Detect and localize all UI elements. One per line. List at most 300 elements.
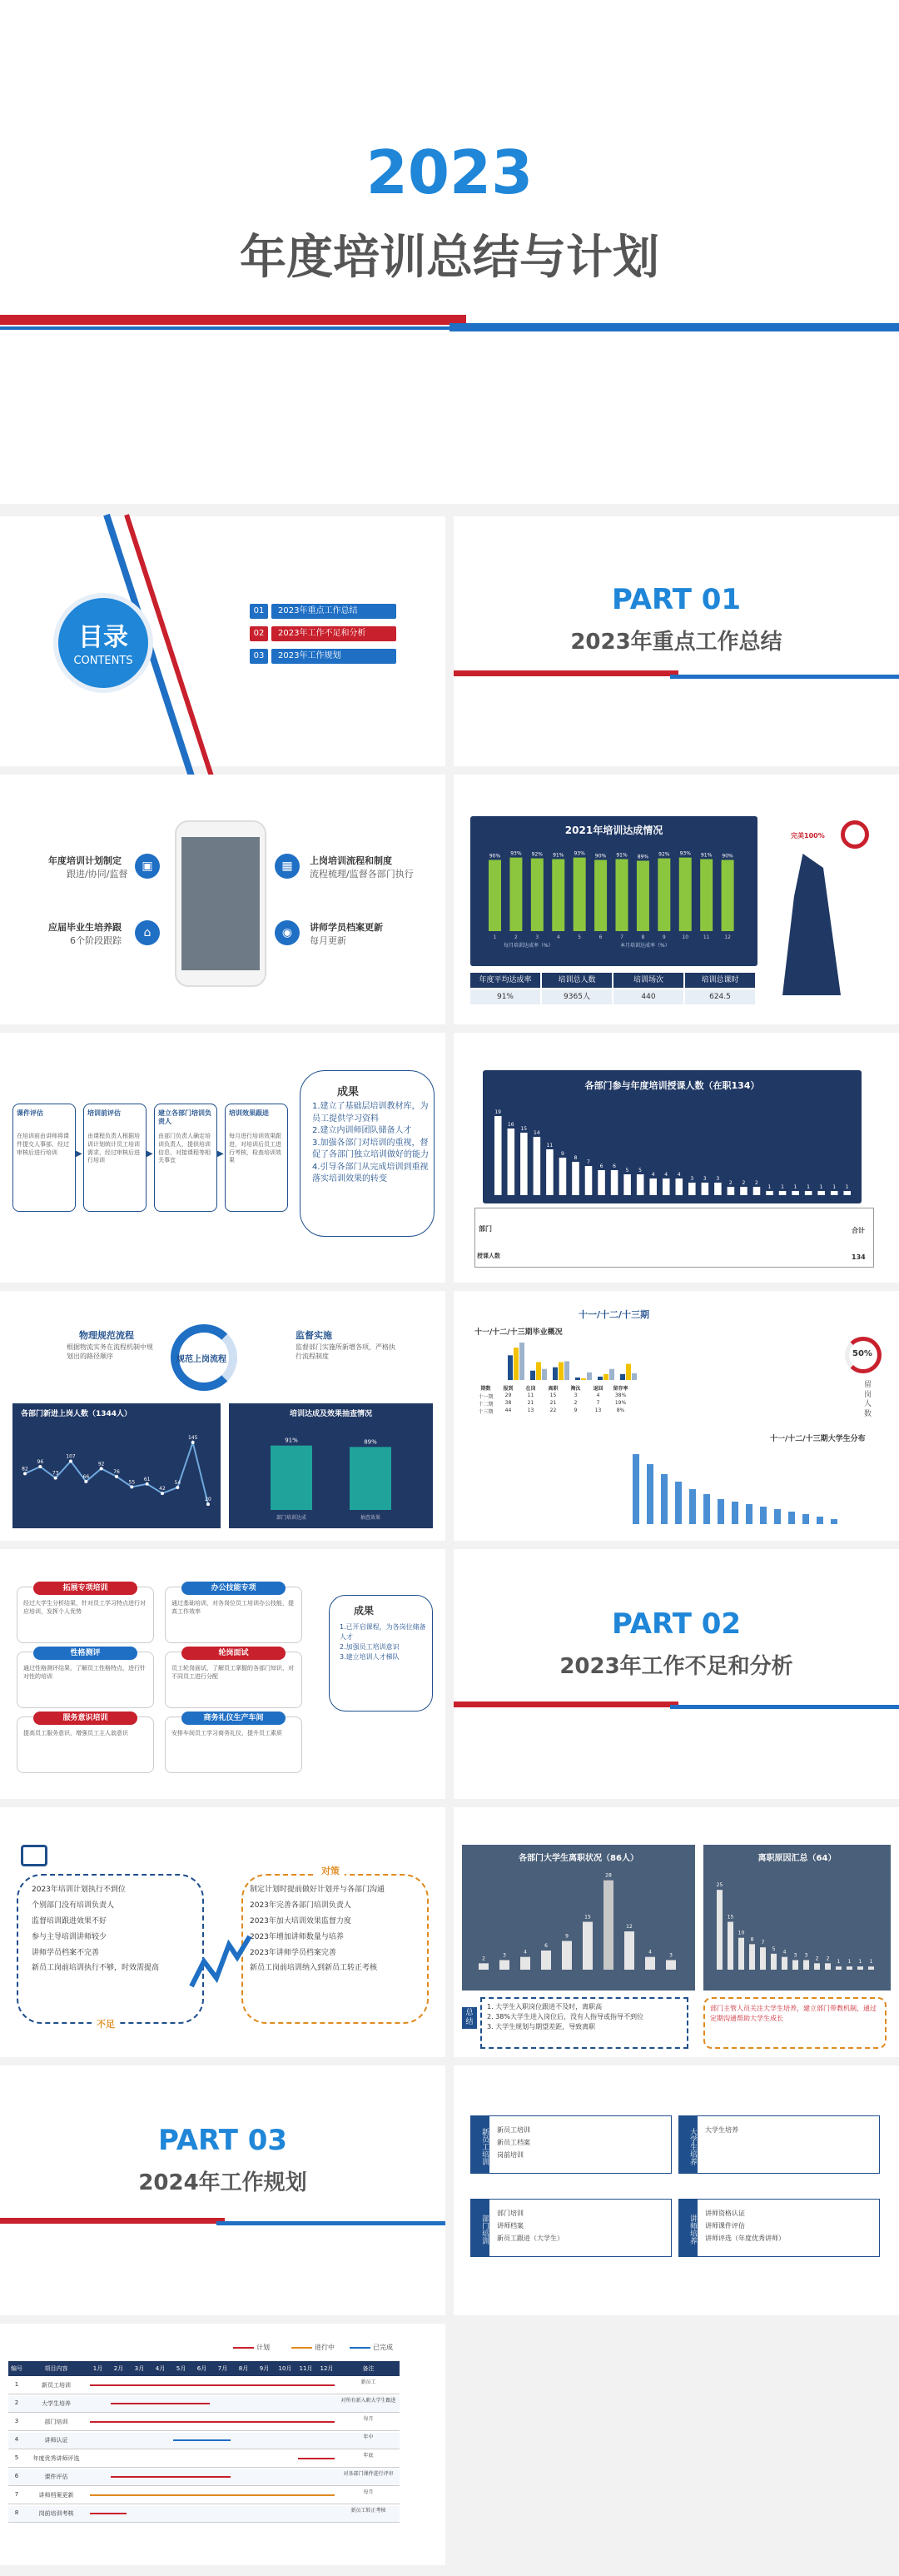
training-rate-category: 10 — [682, 934, 689, 940]
part2-label: PART 02 — [611, 1607, 742, 1641]
onboard-point-label: 55 — [128, 1479, 136, 1486]
work-item-1-sub: 跟进/协同/监督 — [67, 869, 128, 879]
cohort-bar — [530, 1371, 535, 1380]
part2-title: 2023年工作不足和分析 — [559, 1654, 793, 1679]
onboard-point-label: 76 — [113, 1468, 120, 1475]
summary-1: 1. 大学生入职岗位跟进不及时，离职高 — [487, 2003, 603, 2010]
cohort-bar — [542, 1369, 547, 1380]
special-result-text — [340, 1622, 427, 1662]
training-rate-legend-1: 每月培训达成率（%） — [504, 943, 554, 949]
good-list — [250, 1882, 425, 1976]
dept-bar — [520, 1133, 528, 1195]
reason-bar-label: 1 — [837, 1959, 841, 1966]
target-note: 完美100% — [791, 832, 825, 840]
schedule-num: 7 — [14, 2491, 19, 2498]
process-arrow-icon: ▶ — [217, 1149, 224, 1158]
dept-table — [474, 1208, 874, 1268]
process-result-4: 4.引导各部门从完成培训到重视落实培训效果的转变 — [312, 1162, 429, 1183]
cohort-head: 离职 — [548, 1386, 559, 1392]
onboard-point-label: 54 — [174, 1479, 181, 1486]
cohort-bar — [620, 1374, 625, 1380]
onboard-point — [176, 1486, 179, 1489]
toc-item-num-2[interactable]: 02 — [250, 626, 268, 641]
process-step-text: 在培训前由讲师将课件提交人事部，经过审核后进行培训 — [17, 1133, 69, 1156]
schedule-name: 讲师认证 — [44, 2437, 68, 2444]
plan-block-label: 大学生培养 — [678, 2115, 697, 2174]
process-result-3: 3.加强各部门对培训的重视，督促了各部门独立培训做好的能力 — [312, 1138, 429, 1159]
training-rate-value: 93% — [574, 850, 585, 857]
flow-right-title: 监督实施 — [296, 1330, 332, 1341]
turnover-chart1 — [470, 1866, 687, 1982]
good-item: 制定计划时提前做好计划并与各部门沟通 — [250, 1886, 385, 1894]
dept-total-label: 合计 — [852, 1227, 865, 1234]
blank-slide — [454, 2324, 899, 2565]
reason-bar — [836, 1966, 842, 1970]
turnover-bar-label: 4 — [648, 1949, 652, 1956]
training-rate-category: 12 — [724, 934, 731, 940]
dept-bar-label: 5 — [638, 1168, 643, 1173]
schedule-name: 新员工培训 — [42, 2382, 71, 2389]
schedule-head: 3月 — [129, 2361, 150, 2376]
rate-table-value: 624.5 — [685, 989, 755, 1004]
right-note: 部门主管人员关注大学生培养，建立部门带教机制，通过定期沟通帮助大学生成长 — [703, 1997, 887, 2049]
graduates-chart — [504, 1337, 645, 1383]
cover-slide — [0, 0, 899, 504]
process-step-title: 建立各部门培训负责人 — [158, 1109, 211, 1126]
plan-block-label: 新员工培训 — [470, 2115, 489, 2174]
reason-bar-label: 3 — [793, 1952, 797, 1959]
legend-label: 计划 — [256, 2344, 270, 2351]
training-rate-bar — [489, 860, 501, 932]
work-item-2-sub: 流程梳理/监督各部门执行 — [310, 869, 414, 879]
onboard-point-label: 42 — [159, 1486, 166, 1492]
dist-bar — [746, 1504, 752, 1524]
part3-slide — [0, 2065, 445, 2315]
training-rate-bar — [552, 859, 564, 931]
part1-stripe-blue — [670, 675, 899, 679]
dept-bar-label: 1 — [845, 1184, 849, 1190]
dept-bar-label: 1 — [767, 1184, 772, 1190]
good-item: 2023年完善各部门培训负责人 — [250, 1901, 351, 1910]
reason-bar — [717, 1890, 723, 1970]
rate-table-value: 440 — [613, 989, 683, 1004]
schedule-slide — [0, 2324, 445, 2565]
schedule-bar — [90, 2513, 127, 2514]
turnover-bar — [562, 1941, 572, 1971]
turnover-bar — [520, 1957, 530, 1970]
turnover-bar — [603, 1881, 613, 1970]
cohort-cell: 8% — [616, 1408, 625, 1413]
reason-bar-label: 4 — [782, 1949, 787, 1956]
schedule-bar — [173, 2439, 231, 2441]
process-result-text — [312, 1101, 429, 1186]
process-result-title: 成果 — [337, 1086, 360, 1099]
part1-stripe-red — [454, 670, 678, 676]
cohort-cell: 22 — [549, 1408, 557, 1413]
special-card-title: 拓展专项培训 — [33, 1582, 137, 1595]
cohort-bar — [536, 1363, 541, 1380]
onboard-point — [191, 1441, 195, 1444]
target-icon — [841, 820, 869, 849]
cohort-cell: 3 — [574, 1393, 578, 1398]
plan-block-item: 新员工档案 — [497, 2139, 530, 2146]
schedule-bar — [298, 2458, 335, 2459]
schedule-head: 5月 — [171, 2361, 191, 2376]
training-rate-value: 93% — [679, 850, 691, 857]
process-arrow-icon: ▶ — [147, 1149, 153, 1158]
training-rate-value: 91% — [616, 852, 628, 859]
turnover-bar-label: 15 — [584, 1914, 591, 1921]
schedule-head: 11月 — [296, 2361, 316, 2376]
dist-bar — [718, 1499, 724, 1524]
work-item-2-title: 上岗培训流程和制度 — [310, 855, 392, 866]
dept-lecturers-slide — [454, 1033, 899, 1283]
training-rate-category: 3 — [535, 934, 539, 940]
legend-arrow — [291, 2347, 312, 2349]
schedule-bar — [90, 2494, 335, 2496]
dept-bar-label: 1 — [819, 1184, 823, 1190]
reason-bar — [847, 1966, 852, 1970]
turnover-bar-label: 9 — [565, 1933, 569, 1940]
special-result-1: 1.已开启课程，为各岗位储备人才 — [340, 1623, 426, 1641]
training-rate-value: 90% — [594, 853, 607, 859]
reason-bar-label: 25 — [716, 1882, 723, 1889]
dept-bar — [546, 1149, 554, 1195]
schedule-head: 编号 — [8, 2361, 25, 2376]
graduates-slide — [454, 1291, 899, 1541]
cohort-cell: 11 — [527, 1393, 534, 1398]
cohort-bar — [559, 1363, 564, 1380]
schedule-num: 3 — [14, 2418, 19, 2424]
part3-label: PART 03 — [157, 2124, 288, 2157]
dist-bar — [675, 1482, 682, 1524]
dept-bar-label: 4 — [664, 1172, 668, 1178]
special-card — [165, 1717, 302, 1773]
reason-bar-label: 7 — [761, 1940, 765, 1946]
turnover-bar — [666, 1961, 676, 1971]
schedule-num: 6 — [14, 2473, 19, 2479]
dist-bar — [760, 1507, 767, 1524]
cohort-cell: 38 — [504, 1400, 512, 1406]
special-card-title: 性格测评 — [33, 1647, 137, 1660]
zigzag-arrow — [187, 1932, 254, 1991]
dist-bar — [661, 1474, 668, 1524]
dept-bar-label: 16 — [507, 1122, 514, 1128]
dept-bar — [585, 1166, 593, 1195]
cohort-bar — [553, 1368, 558, 1380]
onboarding-slide — [0, 1291, 445, 1541]
rate-table-head: 培训场次 — [613, 973, 683, 988]
process-step-title: 课件评估 — [17, 1109, 43, 1117]
onboard-point — [84, 1480, 87, 1483]
flow-center: 规范上岗流程 — [176, 1355, 226, 1364]
reason-bar — [738, 1938, 744, 1970]
bad-item: 2023年培训计划执行不到位 — [32, 1886, 126, 1894]
effect-bar-label: 91% — [285, 1437, 298, 1444]
special-training-slide — [0, 1549, 445, 1799]
dept-bar — [805, 1191, 812, 1195]
dept-bar-label: 1 — [793, 1184, 797, 1190]
onboard-point-label: 73 — [52, 1470, 59, 1477]
schedule-note: 对所有新入职大学生跟进 — [340, 2398, 396, 2404]
onboard-point — [100, 1467, 103, 1470]
dept-bar-label: 8 — [574, 1155, 578, 1161]
dept-bar-label: 3 — [690, 1176, 694, 1182]
summary-2: 2. 38%大学生进入岗位后，没有人指导或指导不到位 — [487, 2013, 643, 2020]
process-step-title: 培训效果跟进 — [229, 1109, 269, 1117]
process-slide — [0, 1033, 445, 1283]
toc-item-1[interactable]: 2023年重点工作总结 — [271, 604, 396, 619]
plan-block-item: 大学生培养 — [705, 2126, 738, 2134]
onboard-point — [54, 1477, 57, 1480]
part3-title: 2024年工作规划 — [138, 2170, 307, 2195]
schedule-note: 新员工 — [360, 2379, 376, 2385]
cohort-cell: 29 — [504, 1393, 512, 1398]
special-card-title: 轮岗面试 — [181, 1647, 286, 1660]
turnover-bar-label: 4 — [524, 1949, 527, 1956]
cohort-bar — [609, 1369, 614, 1380]
dept-bar-label: 6 — [613, 1163, 616, 1169]
turnover-chart1-title: 各部门大学生离职状况（86人） — [519, 1854, 638, 1863]
rate-table-value: 91% — [470, 989, 540, 1004]
turnover-bar — [479, 1963, 489, 1970]
schedule-note: 新员工转正考核 — [350, 2508, 386, 2514]
legend-arrow — [350, 2347, 370, 2349]
dept-bar — [843, 1191, 851, 1195]
schedule-name: 岗前培训考核 — [38, 2510, 74, 2517]
process-result-2: 2.建立内训师团队储备人才 — [312, 1126, 412, 1135]
training-rate-bar — [509, 858, 522, 931]
toc-slide — [0, 516, 445, 766]
schedule-head: 10月 — [275, 2361, 296, 2376]
dept-bar — [740, 1187, 748, 1195]
training-rate-value: 91% — [700, 852, 713, 859]
dist-bar — [802, 1514, 809, 1524]
reason-bar — [803, 1961, 809, 1971]
dist-bar — [647, 1464, 653, 1524]
schedule-head: 9月 — [254, 2361, 275, 2376]
onboard-line-chart — [21, 1423, 212, 1522]
toc-item-num-1[interactable]: 01 — [250, 604, 268, 619]
side-label: 留岗人数 — [864, 1381, 872, 1419]
training-rate-bar — [531, 859, 544, 931]
reason-bar — [771, 1954, 777, 1970]
cohort-head: 留存率 — [613, 1386, 628, 1392]
cohort-head: 期数 — [480, 1386, 491, 1392]
schedule-bar — [111, 2403, 210, 2404]
plan-blocks-slide — [454, 2065, 899, 2315]
training-rate-bar — [700, 859, 713, 931]
cover-title: 年度培训总结与计划 — [240, 231, 659, 285]
schedule-head: 7月 — [212, 2361, 233, 2376]
good-label: 对策 — [316, 1864, 345, 1877]
summary-box — [480, 1997, 688, 2049]
dept-bar — [831, 1191, 838, 1195]
training-rate-value: 92% — [658, 851, 670, 858]
schedule-head: 12月 — [316, 2361, 337, 2376]
shortcomings-slide — [0, 1807, 445, 2057]
training-rate-bar — [594, 860, 607, 932]
training-rate-chart-title: 2021年培训达成情况 — [564, 825, 663, 836]
cohort-cell: 21 — [527, 1400, 534, 1406]
dept-bar — [598, 1170, 605, 1195]
training-rate-chart — [479, 840, 749, 940]
dept-bar — [663, 1178, 670, 1195]
cohort-cell: 19% — [614, 1400, 627, 1406]
reason-bar-label: 2 — [815, 1956, 819, 1962]
dept-total: 134 — [852, 1253, 866, 1261]
schedule-note: 每月 — [363, 2416, 374, 2422]
dept-bar-label: 2 — [742, 1180, 746, 1186]
dept-bar-label: 4 — [651, 1172, 655, 1178]
dept-bar-label: 1 — [781, 1184, 784, 1190]
good-item: 2023年讲师学员档案完善 — [250, 1948, 336, 1957]
good-item: 新员工岗前培训纳入到新员工转正考核 — [250, 1964, 378, 1973]
dist-bar — [732, 1502, 738, 1524]
briefcase-icon: ▣ — [135, 854, 160, 879]
schedule-note: 每月 — [363, 2489, 374, 2495]
graduates-dist-title: 十一/十二/十三期大学生分布 — [770, 1435, 866, 1443]
reason-bar-label: 8 — [750, 1936, 754, 1943]
reason-bar-label: 10 — [738, 1930, 745, 1936]
dept-bar-label: 3 — [716, 1176, 720, 1182]
schedule-num: 1 — [14, 2381, 19, 2388]
phone-mockup — [175, 820, 266, 987]
rate-table-head: 培训总人数 — [542, 973, 612, 988]
dept-bar — [714, 1183, 722, 1195]
onboard-point — [23, 1472, 27, 1475]
legend-label: 进行中 — [315, 2344, 335, 2351]
training-rate-bar — [722, 860, 734, 932]
reason-bar-label: 5 — [772, 1946, 776, 1952]
turnover-bar-label: 3 — [503, 1952, 506, 1959]
part2-stripe-red — [454, 1702, 678, 1707]
schedule-note: 对各部门课件进行评审 — [343, 2471, 394, 2477]
reason-bar-label: 1 — [858, 1959, 862, 1966]
summary-3: 3. 大学生规划与期望差距，导致离职 — [487, 2023, 596, 2030]
dept-bar-label: 4 — [677, 1172, 681, 1178]
dist-bar — [774, 1509, 781, 1524]
work-item-3-title: 应届毕业生培养跟 — [48, 922, 122, 933]
bad-item: 个别部门没有培训负责人 — [32, 1901, 115, 1910]
cohort-cell: 十三期 — [478, 1409, 494, 1415]
cohort-cell: 十二期 — [478, 1402, 494, 1408]
toc-item-2[interactable]: 2023年工作不足和分析 — [271, 626, 396, 641]
dept-bar-label: 9 — [560, 1151, 564, 1157]
effect-bar-label: 89% — [364, 1438, 377, 1446]
training-rate-category: 4 — [556, 934, 560, 940]
cohort-bar — [603, 1374, 608, 1380]
dept-bar — [779, 1191, 787, 1195]
onboard-point-label: 107 — [66, 1453, 76, 1460]
dept-chart — [491, 1095, 853, 1199]
bad-label: 不足 — [92, 2017, 120, 2030]
dept-bar — [572, 1162, 579, 1195]
dept-row-label-1: 部门 — [479, 1225, 492, 1233]
turnover-bar-label: 2 — [482, 1956, 485, 1962]
turnover-slide — [454, 1807, 899, 2057]
plan-block-item: 讲师资格认证 — [705, 2210, 745, 2217]
bad-list — [32, 1882, 198, 1976]
turnover-bar-label: 6 — [544, 1943, 548, 1949]
reason-bar — [857, 1966, 863, 1970]
training-rate-bar — [574, 858, 586, 931]
training-rate-value: 92% — [531, 851, 544, 858]
work-items-slide — [0, 775, 445, 1024]
turnover-bar — [499, 1961, 509, 1971]
part3-stripe-red — [0, 2218, 225, 2224]
dept-bar — [623, 1174, 631, 1195]
legend-label: 已完成 — [373, 2344, 393, 2351]
schedule-bar — [90, 2421, 335, 2423]
cohort-cell: 2 — [574, 1400, 578, 1406]
plan-block-item: 新员工跟进（大学生） — [497, 2235, 564, 2242]
dept-bar — [817, 1191, 825, 1195]
work-item-1-title: 年度培训计划制定 — [48, 855, 122, 866]
turnover-chart2 — [712, 1866, 882, 1982]
schedule-bar — [90, 2384, 335, 2386]
schedule-head: 1月 — [87, 2361, 108, 2376]
bad-item: 新员工岗前培训执行不够，时效需提高 — [32, 1964, 160, 1973]
cover-blue-thin — [0, 326, 450, 330]
reason-bar — [825, 1963, 831, 1970]
onboard-point — [130, 1485, 133, 1488]
special-card-text: 提高员工服务意识，增强员工主人翁意识 — [23, 1730, 128, 1736]
rate-table-head: 年度平均达成率 — [470, 973, 540, 988]
schedule-name: 部门培训 — [44, 2419, 68, 2425]
graduates-subtitle: 十一/十二/十三期毕业概况 — [474, 1328, 563, 1337]
dept-bar-label: 7 — [587, 1159, 590, 1165]
schedule-num: 2 — [14, 2399, 19, 2406]
onboard-point-label: 82 — [22, 1466, 28, 1472]
effect-category: 部门培训达成 — [276, 1515, 307, 1521]
training-rate-value: 93% — [510, 850, 522, 857]
part1-slide — [454, 516, 899, 766]
part1-title: 2023年重点工作总结 — [570, 630, 782, 655]
dept-bar — [534, 1137, 541, 1195]
toc-item-num-3[interactable]: 03 — [250, 649, 268, 664]
effect-chart-title: 培训达成及效果抽查情况 — [289, 1410, 372, 1418]
special-card-text: 通过性格测评结果，了解员工性格特点，进行针对性的培训 — [23, 1665, 146, 1680]
flow-right-text: 监督部门实施所新增各项，严格执行流程制度 — [296, 1343, 395, 1361]
cohort-cell: 9 — [574, 1408, 578, 1413]
part1-label: PART 01 — [611, 583, 742, 616]
turnover-bar — [624, 1931, 634, 1970]
dept-chart-title: 各部门参与年度培训授课人数（在职134） — [584, 1080, 760, 1091]
dept-bar — [611, 1170, 618, 1195]
toc-item-3[interactable]: 2023年工作规划 — [271, 649, 396, 664]
turnover-chart2-title: 离职原因汇总（64） — [757, 1854, 837, 1863]
special-card — [17, 1717, 154, 1773]
dept-bar — [559, 1158, 567, 1195]
cover-blue-stripe — [450, 323, 899, 331]
effect-category: 抽查效果 — [360, 1515, 381, 1521]
schedule-name: 课件评估 — [44, 2474, 68, 2480]
onboard-point — [69, 1459, 72, 1462]
cohort-bar — [587, 1373, 592, 1380]
reason-bar-label: 1 — [847, 1959, 852, 1966]
onboard-point-label: 96 — [37, 1459, 44, 1465]
dept-bar — [649, 1178, 657, 1195]
dist-bar — [788, 1512, 795, 1524]
schedule-head: 8月 — [233, 2361, 254, 2376]
good-item: 2023年加大培训效果监督力度 — [250, 1916, 351, 1926]
dept-bar-label: 15 — [520, 1126, 528, 1132]
cohort-bar — [508, 1355, 513, 1380]
dept-bar — [508, 1129, 515, 1195]
dept-bar — [494, 1116, 502, 1195]
reason-bar — [814, 1963, 820, 1970]
